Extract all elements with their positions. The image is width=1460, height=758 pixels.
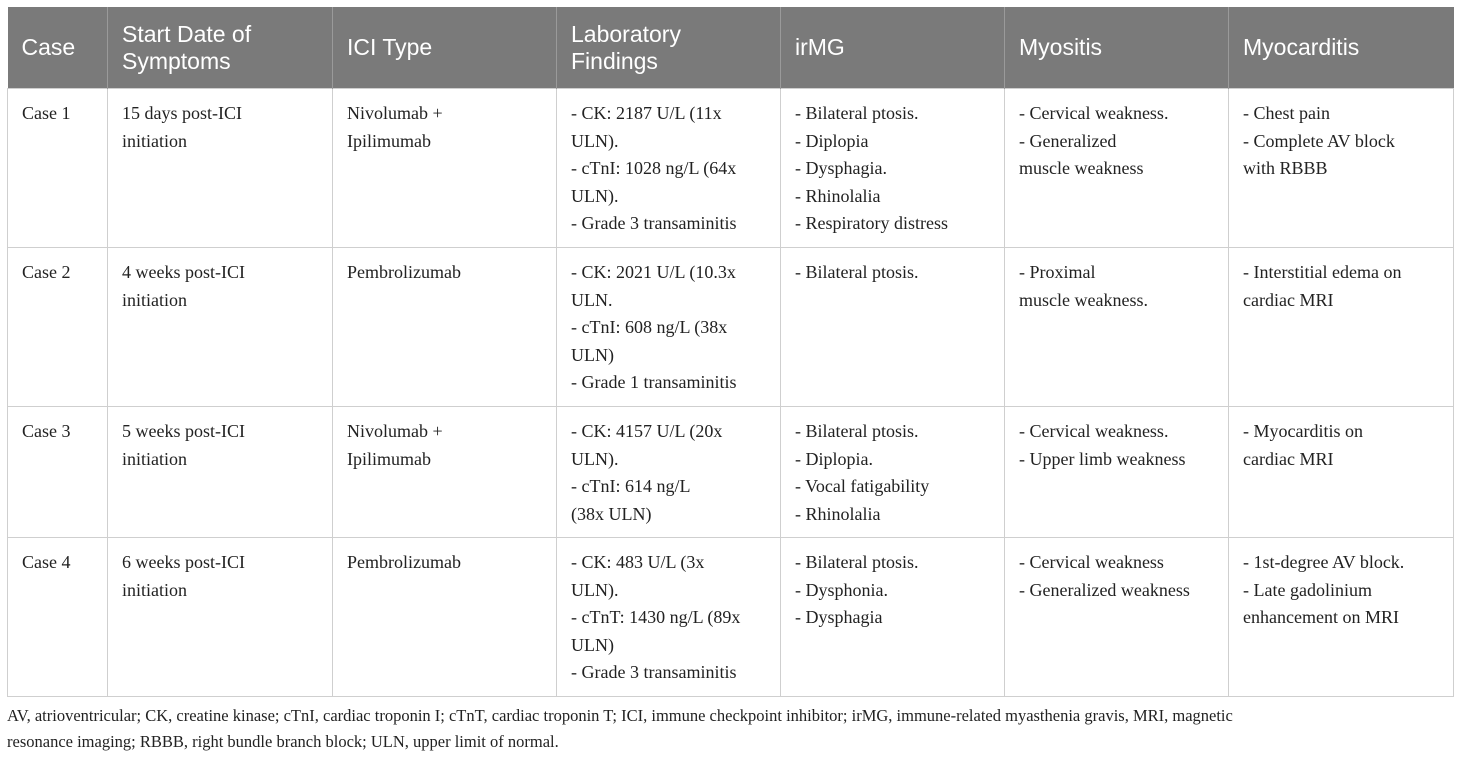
header-myocarditis: Myocarditis [1229, 7, 1454, 89]
table-container [7, 7, 1453, 697]
cell-myositis: - Cervical weakness. - Generalized muscle weakness [1005, 89, 1229, 248]
cell-case: Case 3 [8, 407, 108, 538]
header-lab-findings: Laboratory Findings [557, 7, 781, 89]
cell-myocarditis: - Chest pain - Complete AV block with RBBB [1229, 89, 1454, 248]
cell-lab-findings: - CK: 2187 U/L (11x ULN). - cTnI: 1028 ng/L (64x ULN). - Grade 3 transaminitis [557, 89, 781, 248]
cell-myositis: - Cervical weakness. - Upper limb weakness [1005, 407, 1229, 538]
cell-myocarditis: - 1st-degree AV block. - Late gadolinium enhancement on MRI [1229, 538, 1454, 697]
cell-lab-findings: - CK: 4157 U/L (20x ULN). - cTnI: 614 ng/L (38x ULN) [557, 407, 781, 538]
cell-irmg: - Bilateral ptosis. - Diplopia. - Vocal fatigability - Rhinolalia [781, 407, 1005, 538]
cell-case: Case 4 [8, 538, 108, 697]
cell-start-date: 5 weeks post-ICI initiation [108, 407, 333, 538]
header-irmg: irMG [781, 7, 1005, 89]
cell-irmg: - Bilateral ptosis. [781, 248, 1005, 407]
table-row [8, 89, 1454, 248]
table-row [8, 538, 1454, 697]
table-row [8, 248, 1454, 407]
footnote-line: AV, atrioventricular; CK, creatine kinase; cTnI, cardiac troponin I; cTnT, cardiac troponin T; ICI, immune checkpoint inhibitor; irMG, immune-related myasthenia gravis, MRI, magnetic [7, 706, 1233, 725]
header-ici-type: ICI Type [333, 7, 557, 89]
cell-ici-type: Nivolumab + Ipilimumab [333, 89, 557, 248]
case-table [7, 7, 1454, 697]
cell-myositis: - Proximal muscle weakness. [1005, 248, 1229, 407]
cell-myocarditis: - Interstitial edema on cardiac MRI [1229, 248, 1454, 407]
cell-ici-type: Pembrolizumab [333, 538, 557, 697]
cell-myositis: - Cervical weakness - Generalized weakness [1005, 538, 1229, 697]
table-footnote [7, 703, 1447, 755]
cell-lab-findings: - CK: 483 U/L (3x ULN). - cTnT: 1430 ng/L (89x ULN) - Grade 3 transaminitis [557, 538, 781, 697]
cell-case: Case 1 [8, 89, 108, 248]
cell-case: Case 2 [8, 248, 108, 407]
header-row [8, 7, 1454, 89]
cell-lab-findings: - CK: 2021 U/L (10.3x ULN. - cTnI: 608 ng/L (38x ULN) - Grade 1 transaminitis [557, 248, 781, 407]
cell-start-date: 15 days post-ICI initiation [108, 89, 333, 248]
footnote-line: resonance imaging; RBBB, right bundle branch block; ULN, upper limit of normal. [7, 732, 559, 751]
header-myositis: Myositis [1005, 7, 1229, 89]
cell-irmg: - Bilateral ptosis. - Dysphonia. - Dysphagia [781, 538, 1005, 697]
table-row [8, 407, 1454, 538]
cell-myocarditis: - Myocarditis on cardiac MRI [1229, 407, 1454, 538]
cell-start-date: 6 weeks post-ICI initiation [108, 538, 333, 697]
header-case: Case [8, 7, 108, 89]
cell-start-date: 4 weeks post-ICI initiation [108, 248, 333, 407]
cell-irmg: - Bilateral ptosis. - Diplopia - Dysphagia. - Rhinolalia - Respiratory distress [781, 89, 1005, 248]
cell-ici-type: Pembrolizumab [333, 248, 557, 407]
header-start-date: Start Date of Symptoms [108, 7, 333, 89]
cell-ici-type: Nivolumab + Ipilimumab [333, 407, 557, 538]
